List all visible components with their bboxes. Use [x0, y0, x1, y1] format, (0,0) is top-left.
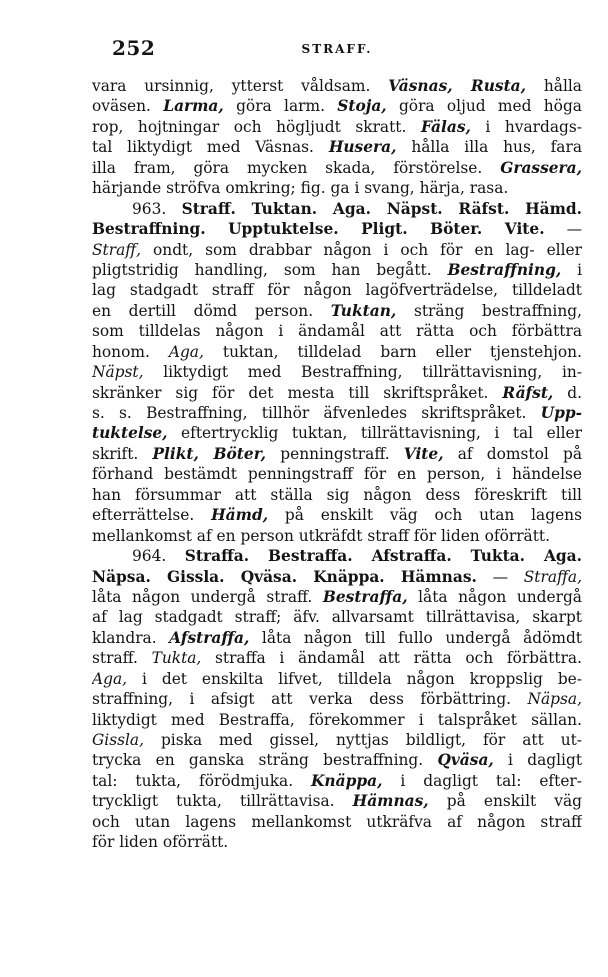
text-segment: tal liktydigt med Väsnas. [92, 138, 329, 157]
text-segment: liktydigt med Bestraffa, förekommer i talspråket sällan. [92, 710, 582, 729]
text-segment: tryckligt tukta, tillrättavisa. [92, 792, 353, 811]
text-segment: trycka en ganska sträng bestraffning. [92, 751, 438, 770]
text-line [92, 76, 582, 96]
text-segment: af lag stadgadt straff; äfv. allvarsamt tillrättavisa, skarpt [92, 608, 582, 627]
text-segment: en dertill dömd person. [92, 301, 331, 320]
body-text [92, 76, 582, 853]
text-segment: efterrättelse. [92, 506, 212, 525]
text-line [92, 464, 582, 484]
term: Afstraffa, [169, 628, 250, 647]
text-line [92, 137, 582, 157]
text-segment: på enskilt väg [428, 792, 582, 811]
text-segment: eftertrycklig tuktan, tillrättavisning, i tal eller [167, 424, 582, 443]
text-line [92, 240, 582, 260]
text-segment: liktydigt med Bestraffning, tillrättavisning, in- [143, 363, 582, 382]
page-header [92, 36, 582, 66]
text-line [92, 301, 582, 321]
text-line [92, 423, 582, 443]
text-segment: härjande ströfva omkring; fig. ga i svang, härja, rasa. [92, 179, 509, 198]
term: Bestraffning, [447, 260, 562, 279]
text-segment: piska med gissel, nyttjas bildligt, för att ut- [144, 731, 582, 749]
text-segment: honom. [92, 342, 169, 361]
text-segment: låta någon till fullo undergå ådömdt [249, 628, 582, 647]
term: Qväsa, [437, 751, 494, 770]
term: Straffa. Bestraffa. Afstraffa. Tukta. Aga. [184, 547, 582, 566]
text-segment: penningstraff. [266, 444, 404, 463]
term: Straffa, [523, 567, 582, 586]
text-segment: straffning, i afsigt att verka dess förbättring. [92, 690, 528, 709]
term: Hämd, [211, 506, 269, 525]
text-segment: i det enskilta lifvet, tilldela någon kroppslig be- [127, 669, 582, 688]
text-line [92, 526, 582, 546]
text-line [92, 260, 582, 280]
text-line [92, 587, 582, 607]
text-segment: vara ursinnig, ytterst våldsam. [92, 77, 389, 95]
term: Fälas, [420, 117, 471, 136]
term: Tukta, [151, 649, 202, 668]
text-segment: lag stadgadt straff för någon lagöfverträdelse, tilldeladt [92, 281, 582, 300]
text-segment: göra oljud med höga [386, 97, 582, 116]
text-line [92, 546, 582, 566]
text-line [92, 342, 582, 362]
term: Aga, [168, 342, 204, 361]
text-segment: i dagligt [493, 751, 582, 770]
text-segment: pligtstridig handling, som han begått. [92, 260, 448, 279]
text-segment: — [476, 567, 524, 586]
text-line [92, 567, 582, 587]
term: tuktelse, [92, 424, 168, 443]
text-line [92, 158, 582, 178]
text-segment: och utan lagens mellankomst utkräfva af någon straff [92, 812, 582, 831]
text-segment: sträng bestraffning, [396, 301, 582, 320]
text-segment: illa fram, göra mycken skada, förstörelse. [92, 158, 501, 177]
text-line [92, 648, 582, 668]
text-segment: förhand bestämdt penningstraff för en person, i händelse [92, 465, 582, 484]
text-line [92, 96, 582, 116]
running-head: STRAFF. [301, 42, 373, 56]
text-segment: straff. [92, 649, 152, 668]
text-segment: rop, hojtningar och högljudt skratt. [92, 117, 421, 136]
text-segment: skränker sig för det mesta till skriftspråket. [92, 383, 503, 402]
term: Larma, [163, 97, 224, 116]
text-line [92, 669, 582, 689]
text-segment: låta någon undergå [407, 587, 582, 606]
text-line [92, 750, 582, 770]
text-segment: i dagligt tal: efter- [382, 771, 582, 790]
text-line [92, 628, 582, 648]
text-segment: han försummar att ställa sig någon dess föreskrift till [92, 485, 582, 504]
text-line [92, 178, 582, 198]
term: Näpst, [92, 363, 144, 382]
text-segment: oväsen. [92, 97, 164, 116]
text-segment: i [561, 260, 582, 279]
term: Vite, [403, 444, 444, 463]
text-segment: ondt, som drabbar någon i och för en lag- eller [141, 240, 582, 259]
text-segment: skrift. [92, 444, 153, 463]
page-number: 252 [112, 36, 156, 60]
text-segment: d. [553, 383, 582, 402]
text-line [92, 383, 582, 403]
text-line [92, 321, 582, 341]
term: Tuktan, [330, 301, 397, 320]
term: Bestraffa, [322, 587, 408, 606]
text-line [92, 607, 582, 627]
text-segment: — [544, 220, 582, 239]
text-segment: af domstol på [443, 444, 582, 463]
text-segment: i hvardags- [470, 117, 582, 136]
text-line [92, 117, 582, 137]
text-segment: på enskilt väg och utan lagens [268, 506, 582, 525]
text-line [92, 505, 582, 525]
term: Aga, [92, 669, 128, 688]
text-line [92, 791, 582, 811]
term: 963. [132, 199, 182, 218]
term: Husera, [328, 138, 397, 157]
text-line [92, 710, 582, 730]
term: Grassera, [500, 158, 582, 177]
term: Näpsa, [527, 690, 582, 709]
text-segment: hålla [526, 77, 582, 95]
text-segment: s. s. Bestraffning, tillhör äfvenledes skriftspråket. [92, 404, 541, 422]
term: Näpsa. Gissla. Qväsa. Knäppa. Hämnas. [92, 567, 477, 586]
text-segment: klandra. [92, 628, 170, 647]
text-line [92, 219, 582, 239]
term: Stoja, [337, 97, 387, 116]
term: Straff, [92, 240, 142, 259]
text-line [92, 280, 582, 300]
text-segment: för liden oförrätt. [92, 833, 229, 852]
text-line [92, 444, 582, 464]
text-line [92, 403, 582, 423]
text-line [92, 199, 582, 219]
term: Väsnas, Rusta, [388, 77, 527, 95]
term: Räfst, [502, 383, 554, 402]
term: Gissla, [92, 731, 145, 749]
term: Straff. Tuktan. Aga. Näpst. Räfst. Hämd. [181, 199, 582, 218]
text-segment: tuktan, tilldelad barn eller tjenstehjon. [203, 342, 582, 361]
text-segment: som tilldelas någon i ändamål att rätta och förbättra [92, 322, 582, 341]
term: Upp- [540, 404, 582, 422]
text-line [92, 812, 582, 832]
text-line [92, 689, 582, 709]
text-line [92, 771, 582, 791]
text-segment: göra larm. [223, 97, 338, 116]
text-line [92, 362, 582, 382]
text-segment: låta någon undergå straff. [92, 587, 323, 606]
term: Hämnas, [352, 792, 429, 811]
text-segment: straffa i ändamål att rätta och förbättra. [201, 649, 582, 668]
text-segment: tal: tukta, förödmjuka. [92, 771, 312, 790]
text-line [92, 485, 582, 505]
text-line [92, 730, 582, 750]
text-segment: hålla illa hus, fara [396, 138, 582, 157]
text-line [92, 832, 582, 852]
text-segment: mellankomst af en person utkräfdt straff för liden oförrätt. [92, 526, 550, 545]
term: Plikt, Böter, [152, 444, 267, 463]
term: 964. [132, 547, 185, 566]
term: Knäppa, [311, 771, 383, 790]
term: Bestraffning. Upptuktelse. Pligt. Böter. Vite. [92, 220, 545, 239]
